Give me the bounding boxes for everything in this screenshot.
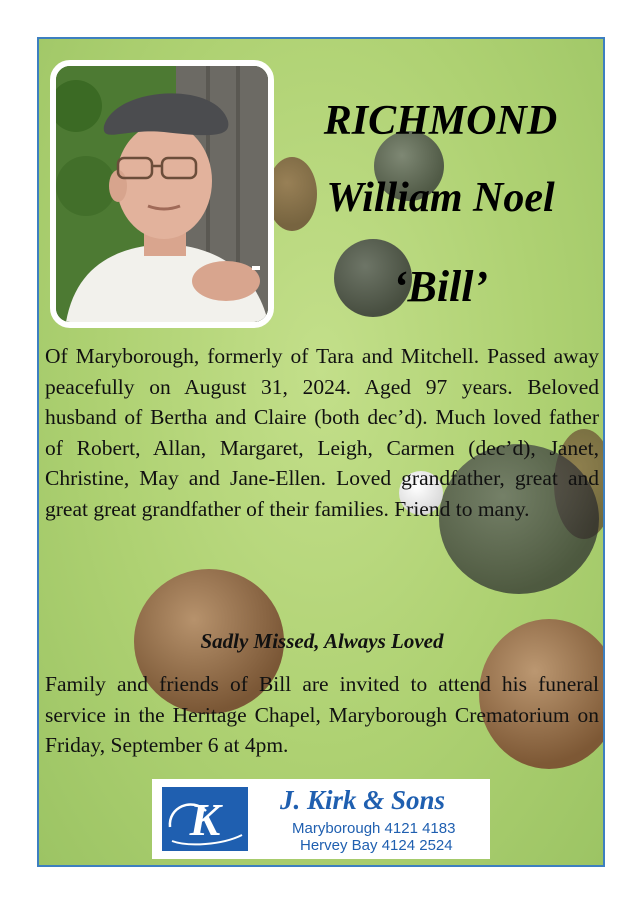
biography-text: Of Maryborough, formerly of Tara and Mitchell. Passed away peacefully on August 31, 2024. Aged 97 years. Beloved husband of Bertha and Claire (both dec’d). Much loved father of Robert, Allan, Margaret, Leigh, Carmen (dec’d), Janet, Christine, May and Jane-Ellen. Loved grandfather, great and great great grandfather of their families. Friend to many. [45,344,599,521]
monogram-letter: K [189,794,221,845]
notice-card [37,37,605,867]
nickname-heading: ‘Bill’ [392,262,489,311]
service-details-text: Family and friends of Bill are invited to attend his funeral service in the Heritage Chapel, Maryborough Crematorium on Friday, September 6 at 4pm. [45,672,599,757]
tagline-text: Sadly Missed, Always Loved [200,629,444,653]
funeral-director-name: J. Kirk & Sons [280,785,446,815]
given-names-heading: William Noel [326,175,555,221]
hervey-bay-phone: Hervey Bay 4124 2524 [300,837,453,854]
portrait-photo [50,60,274,328]
funeral-director-logo [152,779,490,859]
kirk-monogram-logo [162,787,248,851]
maryborough-phone: Maryborough 4121 4183 [292,820,456,837]
monogram-icon [162,787,248,851]
portrait-illustration [56,66,268,322]
surname-heading: RICHMOND [323,98,558,144]
